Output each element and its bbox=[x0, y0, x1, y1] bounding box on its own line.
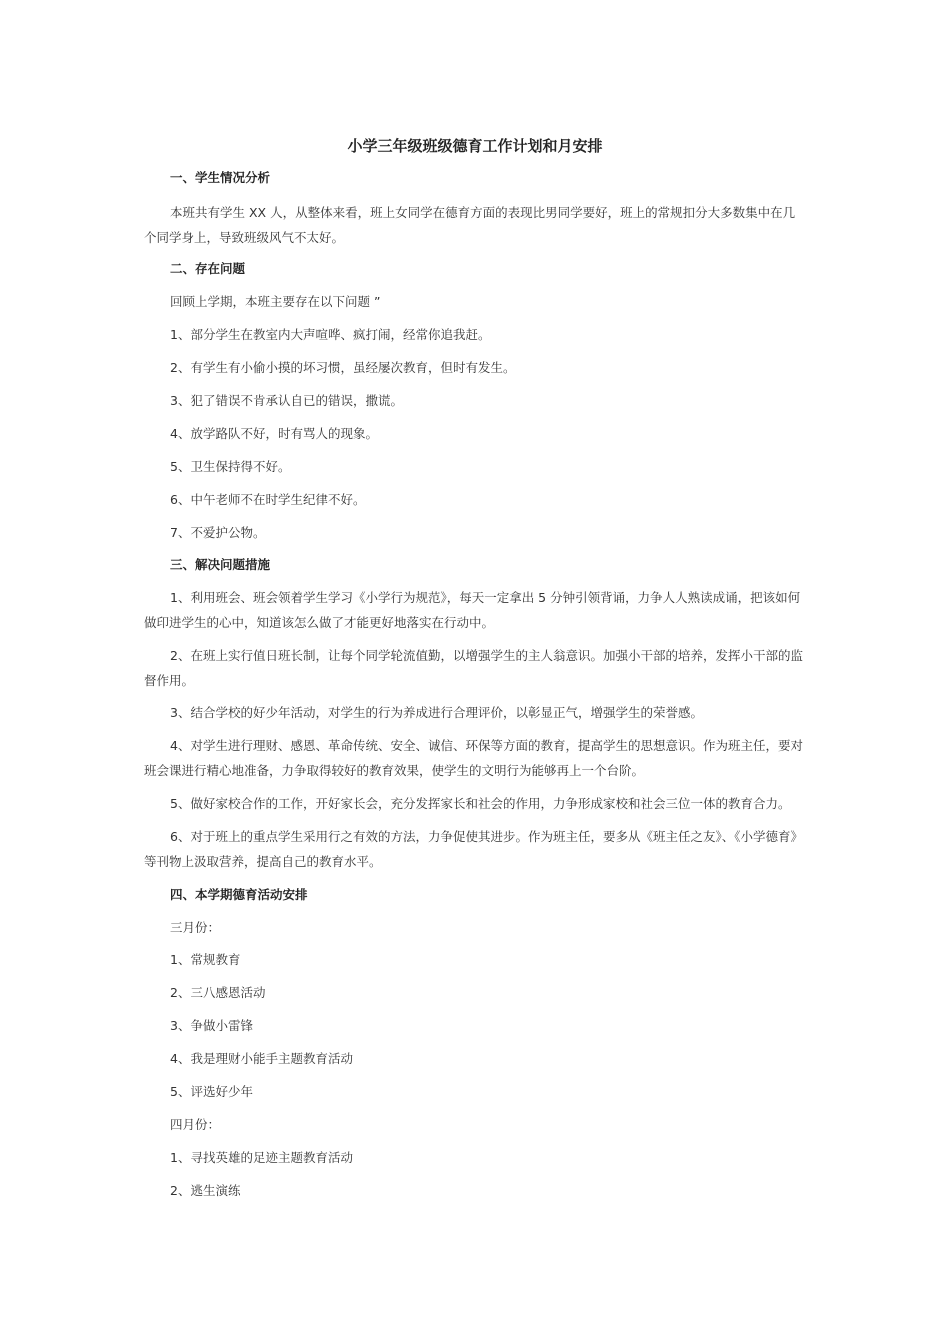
list-item: 2、逃生演练 bbox=[170, 1183, 241, 1198]
section-heading: 二、存在问题 bbox=[170, 261, 246, 276]
list-item: 1、常规教育 bbox=[170, 952, 241, 967]
list-item: 2、三八感恩活动 bbox=[170, 985, 266, 1000]
document-title: 小学三年级班级德育工作计划和月安排 bbox=[347, 137, 603, 155]
list-item: 5、评选好少年 bbox=[170, 1084, 253, 1099]
list-item: 4、我是理财小能手主题教育活动 bbox=[170, 1051, 353, 1066]
list-item: 1、利用班会、班会领着学生学习《小学行为规范》，每天一定拿出 5 分钟引领背诵，力争人人熟读成诵，把该如何做印进学生的心中，知道该怎么做了才能更好地落实在行动中。 bbox=[144, 590, 801, 630]
list-item: 1、部分学生在教室内大声喧哗、疯打闹，经常你追我赶。 bbox=[170, 327, 491, 342]
section-heading: 四、本学期德育活动安排 bbox=[170, 887, 308, 902]
list-item: 2、在班上实行值日班长制，让每个同学轮流值勤，以增强学生的主人翁意识。加强小干部的培养，发挥小干部的监督作用。 bbox=[144, 648, 803, 688]
list-item: 6、中午老师不在时学生纪律不好。 bbox=[170, 492, 366, 507]
list-item: 6、对于班上的重点学生采用行之有效的方法，力争促使其进步。作为班主任，要多从《班主任之友》、《小学德育》等刊物上汲取营养，提高自己的教育水平。 bbox=[144, 829, 803, 869]
list-item: 2、有学生有小偷小摸的坏习惯，虽经屡次教育，但时有发生。 bbox=[170, 360, 516, 375]
list-item: 3、争做小雷锋 bbox=[170, 1018, 253, 1033]
list-item: 4、对学生进行理财、感恩、革命传统、安全、诚信、环保等方面的教育，提高学生的思想意识。作为班主任，要对班会课进行精心地准备，力争取得较好的教育效果，使学生的文明行为能够再上一个台阶。 bbox=[144, 738, 803, 778]
paragraph: 本班共有学生 XX 人，从整体来看，班上女同学在德育方面的表现比男同学要好，班上的常规扣分大多数集中在几个同学身上，导致班级风气不太好。 bbox=[144, 205, 796, 245]
list-item: 5、卫生保持得不好。 bbox=[170, 459, 291, 474]
month-label: 三月份： bbox=[170, 920, 221, 935]
list-item: 1、寻找英雄的足迹主题教育活动 bbox=[170, 1150, 353, 1165]
list-item: 3、结合学校的好少年活动，对学生的行为养成进行合理评价，以彰显正气，增强学生的荣誉感。 bbox=[170, 705, 703, 720]
list-item: 5、做好家校合作的工作，开好家长会，充分发挥家长和社会的作用，力争形成家校和社会三位一体的教育合力。 bbox=[170, 796, 791, 811]
list-item: 3、犯了错误不肯承认自已的错误，撒谎。 bbox=[170, 393, 403, 408]
section-heading: 一、学生情况分析 bbox=[170, 170, 271, 185]
paragraph: 回顾上学期，本班主要存在以下问题 ” bbox=[170, 294, 381, 309]
section-heading: 三、解决问题措施 bbox=[170, 557, 271, 572]
list-item: 7、不爱护公物。 bbox=[170, 525, 266, 540]
month-label: 四月份： bbox=[170, 1117, 221, 1132]
list-item: 4、放学路队不好，时有骂人的现象。 bbox=[170, 426, 378, 441]
